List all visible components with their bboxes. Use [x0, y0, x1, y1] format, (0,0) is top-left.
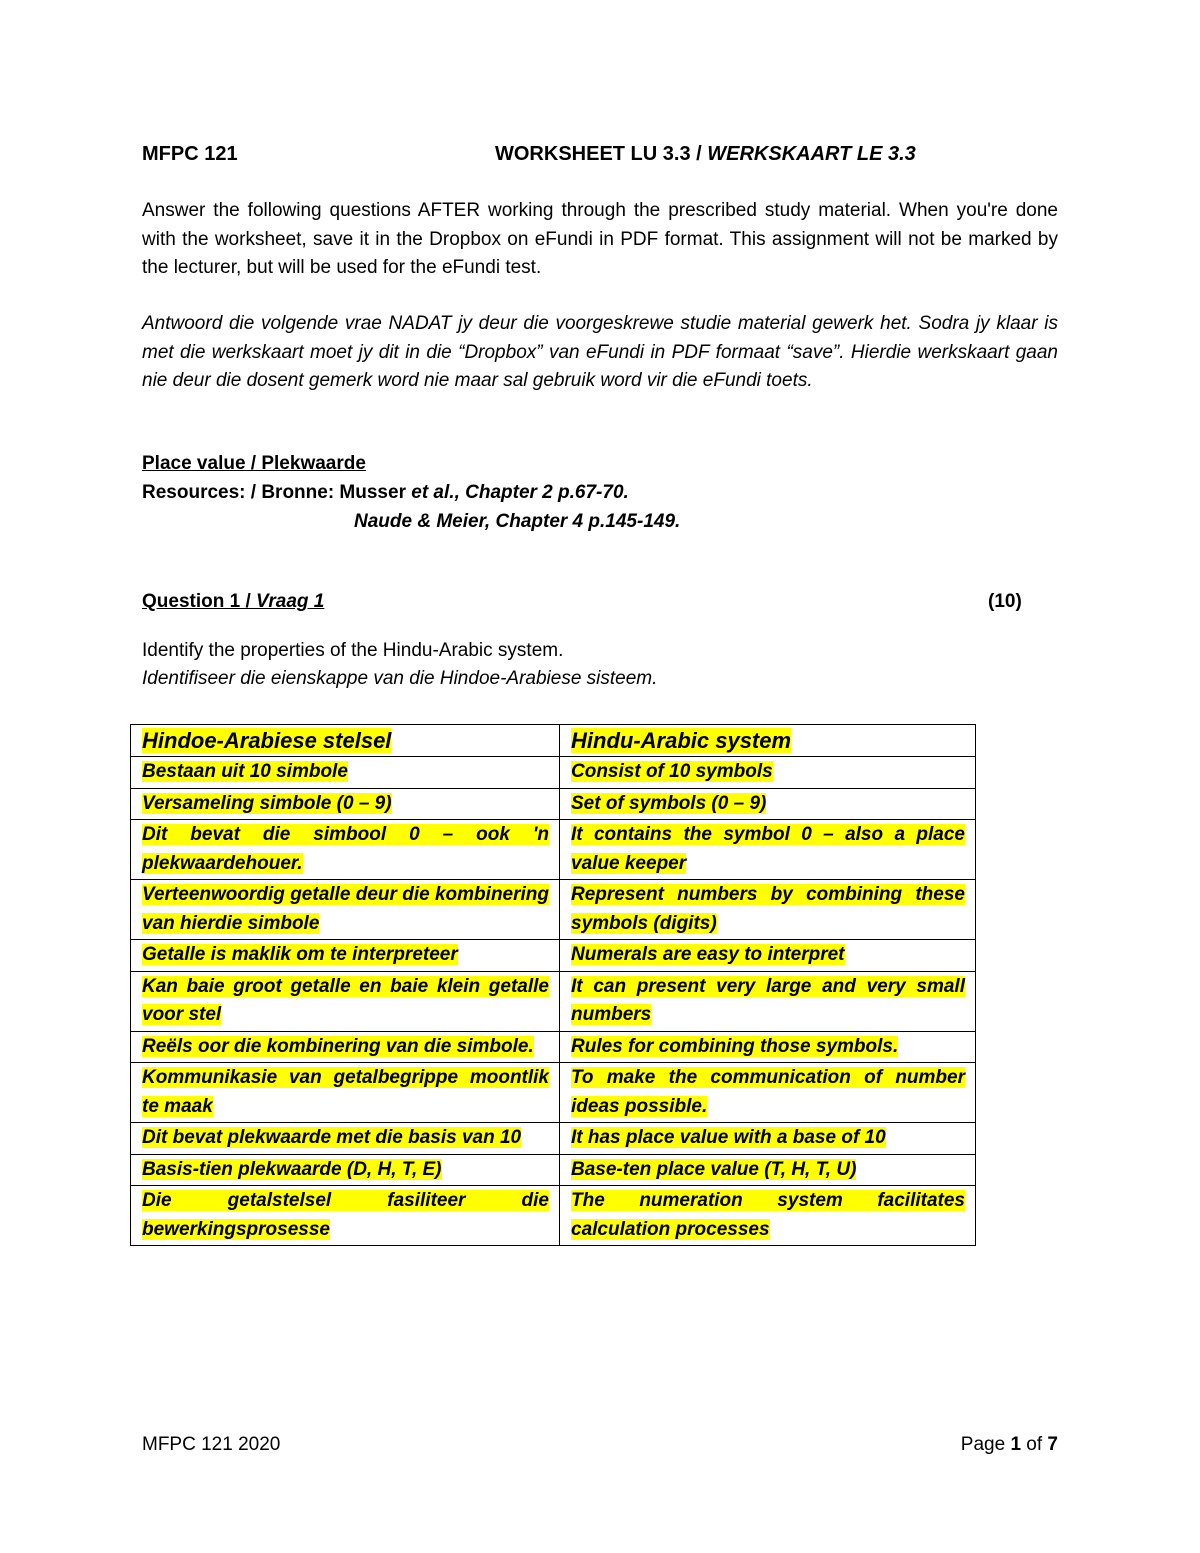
properties-table — [130, 724, 976, 1246]
resources-chapter: , Chapter 2 p.67-70. — [454, 482, 629, 503]
intro-english: Answer the following questions AFTER working through the prescribed study material. When you're done with the worksheet, save it in the Dropbox on eFundi in PDF format. This assignment will not be marked by the lecturer, but will be used for the eFundi test. — [142, 200, 1058, 278]
table-cell — [560, 880, 976, 940]
table-cell — [560, 971, 976, 1031]
table-cell — [560, 1063, 976, 1123]
resources-line-1 — [142, 482, 629, 504]
table-cell — [131, 971, 560, 1031]
table-cell — [560, 788, 976, 820]
resources-etal: et al. — [411, 482, 455, 503]
page-number — [961, 1434, 1058, 1456]
cell-afrikaans: Dit bevat die simbool 0 – ook 'n plekwaardehouer. — [142, 824, 549, 874]
table-row — [131, 1031, 976, 1063]
section-title: Place value / Plekwaarde — [142, 453, 366, 474]
footer-course: MFPC 121 2020 — [142, 1434, 281, 1455]
cell-afrikaans: Kan baie groot getalle en baie klein getalle voor stel — [142, 975, 549, 1025]
table-cell — [560, 820, 976, 880]
cell-english: Rules for combining those symbols. — [571, 1035, 899, 1057]
worksheet-title-en: WORKSHEET LU 3.3 / — [495, 143, 708, 165]
cell-afrikaans: Verteenwoordig getalle deur die kombinering van hierdie simbole — [142, 884, 549, 934]
table-cell — [131, 880, 560, 940]
table-header-cell — [560, 725, 976, 757]
cell-afrikaans: Die getalstelsel fasiliteer die bewerkingsprosesse — [142, 1190, 549, 1240]
table-cell — [131, 1186, 560, 1246]
table-row — [131, 1154, 976, 1186]
table-cell — [131, 788, 560, 820]
table-cell — [131, 1123, 560, 1155]
table-cell — [560, 757, 976, 789]
table-row — [131, 788, 976, 820]
cell-english: It contains the symbol 0 – also a place value keeper — [571, 824, 965, 874]
table-row — [131, 1186, 976, 1246]
table-row — [131, 1123, 976, 1155]
question-prompt-af: Identifiseer die eienskappe van die Hindoe-Arabiese sisteem. — [142, 668, 658, 689]
worksheet-title — [495, 143, 916, 166]
cell-english: Set of symbols (0 – 9) — [571, 792, 767, 814]
table-header-row — [131, 725, 976, 757]
table-row — [131, 940, 976, 972]
question-marks: (10) — [988, 591, 1022, 612]
header-english: Hindu-Arabic system — [571, 728, 792, 753]
worksheet-title-af: WERKSKAART LE 3.3 — [707, 143, 916, 165]
cell-afrikaans: Dit bevat plekwaarde met die basis van 10 — [142, 1127, 522, 1148]
page-label: Page — [960, 1434, 1011, 1455]
table-row — [131, 757, 976, 789]
cell-english: It can present very large and very small numbers — [571, 975, 965, 1025]
question-title-af: Vraag 1 — [256, 591, 325, 612]
table-cell — [560, 1123, 976, 1155]
course-code: MFPC 121 — [142, 143, 238, 165]
page-of-label: of — [1021, 1434, 1048, 1455]
table-cell — [131, 1031, 560, 1063]
table-cell — [131, 757, 560, 789]
question-title — [142, 591, 324, 613]
table-row — [131, 971, 976, 1031]
cell-afrikaans: Basis-tien plekwaarde (D, H, T, E) — [142, 1158, 442, 1180]
table-row — [131, 1063, 976, 1123]
table-row — [131, 820, 976, 880]
table-header-cell — [131, 725, 560, 757]
table-cell — [131, 820, 560, 880]
cell-afrikaans: Reëls oor die kombinering van die simbole. — [142, 1035, 534, 1057]
table-cell — [131, 1154, 560, 1186]
cell-afrikaans: Bestaan uit 10 simbole — [142, 761, 348, 782]
resources-label: Resources: / Bronne: Musser — [142, 482, 412, 503]
table-cell — [560, 1031, 976, 1063]
question-title-en: Question 1 / — [142, 591, 257, 612]
header-afrikaans: Hindoe-Arabiese stelsel — [142, 728, 392, 753]
page-current: 1 — [1010, 1434, 1022, 1455]
intro-afrikaans: Antwoord die volgende vrae NADAT jy deur die voorgeskrewe studie material gewerk het. Sodra jy klaar is met die werkskaart moet jy dit in die “Dropbox” van eFundi in PDF formaat “save”. Hierdie werkskaart gaan nie deur die dosent gemerk word nie maar sal gebruik word vir die eFundi toets. — [142, 313, 1058, 391]
cell-afrikaans: Getalle is maklik om te interpreteer — [142, 944, 458, 965]
resources-line-2: Naude & Meier, Chapter 4 p.145-149. — [354, 511, 681, 532]
cell-english: Represent numbers by combining these symbols (digits) — [571, 884, 965, 934]
question-prompt-en: Identify the properties of the Hindu-Arabic system. — [142, 640, 564, 661]
table-cell — [560, 1186, 976, 1246]
cell-english: To make the communication of number ideas possible. — [571, 1067, 965, 1117]
cell-afrikaans: Kommunikasie van getalbegrippe moontlik te maak — [142, 1067, 549, 1117]
cell-afrikaans: Versameling simbole (0 – 9) — [142, 792, 392, 814]
cell-english: Numerals are easy to interpret — [571, 944, 845, 965]
table-cell — [560, 1154, 976, 1186]
table-cell — [131, 940, 560, 972]
page-total: 7 — [1047, 1434, 1058, 1455]
table-cell — [560, 940, 976, 972]
cell-english: Consist of 10 symbols — [571, 761, 773, 782]
cell-english: It has place value with a base of 10 — [571, 1127, 886, 1148]
cell-english: Base-ten place value (T, H, T, U) — [571, 1158, 857, 1180]
cell-english: The numeration system facilitates calculation processes — [571, 1190, 965, 1240]
table-cell — [131, 1063, 560, 1123]
table-row — [131, 880, 976, 940]
